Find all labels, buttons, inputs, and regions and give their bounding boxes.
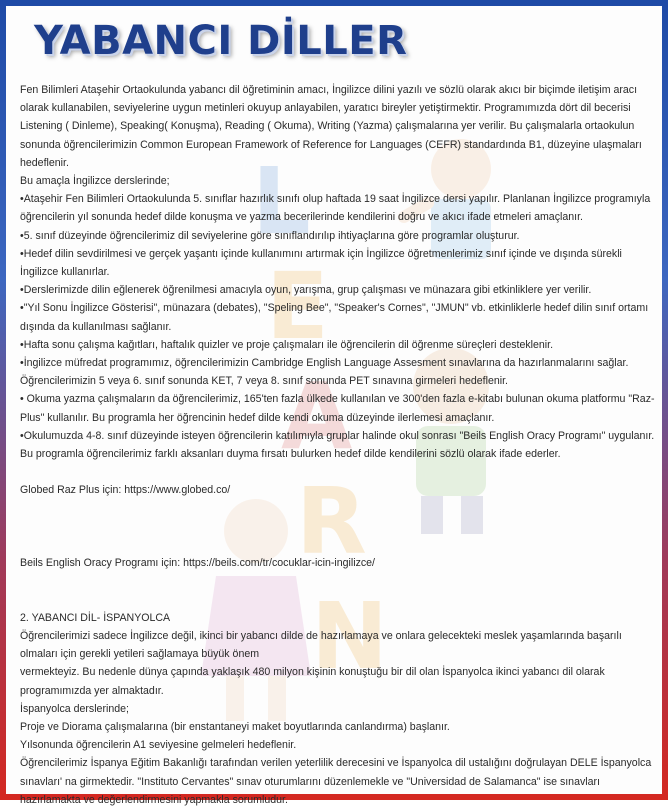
paragraph: Globed Raz Plus için: https://www.globed.co/ xyxy=(20,484,231,497)
paragraph: Öğrencilerimizi sadece İngilizce değil, ikinci bir yabancı dilde de hazırlamaya ve onlara gelecekteki meslek yaşamlarında başarılı olmaları için gerekli yetileri sağlamaya büyük önem xyxy=(20,630,622,661)
paragraph: • Okuma yazma çalışmaların da öğrencilerimiz, 165'ten fazla ülkede kullanılan ve 300'den fazla e-kitabı bulunan okuma platformu "Raz-Plus" kullanılır. Bu programla her öğrencinin hedef dilde kendi okuma düzeyinde ilerlemesi amaçlanır. xyxy=(20,393,655,424)
paragraph: •"Yıl Sonu İngilizce Gösterisi", münazara (debates), "Speling Bee", "Speaker's Cornes", "JMUN" vb. etkinliklerle hedef dilin sınıf ortamı dışında da kullanılması sağlanır. xyxy=(20,302,649,333)
paragraph: Yılsonunda öğrencilerin A1 seviyesine gelmeleri hedeflenir. xyxy=(20,739,297,752)
watermark-letter: E xyxy=(266,253,329,360)
paragraph: Fen Bilimleri Ataşehir Ortaokulunda yabancı dil öğretiminin amacı, İngilizce dilini yazılı ve sözlü olarak akıcı bir biçimde iletişim aracı olarak kullanabilen, seviyelerine uygun metinleri okuyup anlayabilen, yaratıcı bireyler yetiştirmektir. Programımızda dört dil becerisi Listening ( Dinleme), Speaking( Konuşma), Reading ( Okuma), Writing (Yazma) çalışmalarına yer verilir. Bu çalışmalarla ortaokulun sonunda öğrencilerimizin Common European Framework of Reference for Languages (CEFR) standardında B1, düzeyine ulaşmaları hedeflenir. xyxy=(20,84,642,169)
paragraph: Proje ve Diorama çalışmalarına (bir enstantaneyi maket boyutlarında canlandırma) başlanır. xyxy=(20,721,450,734)
paragraph: •Okulumuzda 4-8. sınıf düzeyinde isteyen öğrencilerin katılımıyla gruplar halinde okul sonrası "Beils English Oracy Programı" uygulanır. Bu programla öğrencilerimiz farklı aksanları duyma fırsatı bulurken hedef dilde kendilerini sözlü olarak ifade ederler. xyxy=(20,429,655,461)
blank-line xyxy=(20,518,660,536)
page-panel xyxy=(6,6,662,806)
paragraph: 2. YABANCI DİL- İSPANYOLCA xyxy=(20,611,171,624)
blank-line xyxy=(20,591,660,609)
paragraph: vermekteyiz. Bu nedenle dünya çapında yaklaşık 480 milyon kişinin konuştuğu bir dil olan İspanyolca ikinci yabancı dil olarak programımızda yer almaktadır. xyxy=(20,666,605,697)
paragraph: •Hedef dilin sevdirilmesi ve gerçek yaşantı içinde kullanımını artırmak için İngilizce öğretmenlerimiz sınıf içinde ve dışında sürekli İngilizce kullanırlar. xyxy=(20,247,622,279)
watermark-letter: L xyxy=(252,148,311,255)
paragraph: •Derslerimizde dilin eğlenerek öğrenilmesi amacıyla oyun, yarışma, grup çalışması ve münazara gibi etkinliklere yer verilir. xyxy=(20,284,592,297)
paragraph: •İngilizce müfredat programımız, öğrencilerimizin Cambridge English Language Assesment sınavlarına da hazırlanmalarını sağlar. Öğrencilerimizin 5 veya 6. sınıf sonunda KET, 7 veya 8. sınıf sonunda PET sınavına girmeleri hedeflenir. xyxy=(20,357,629,388)
paragraph: Bu amaçla İngilizce derslerinde; xyxy=(20,175,170,188)
blank-line xyxy=(20,536,660,554)
page-title: YABANCI DİLLER xyxy=(34,18,408,64)
paragraph: Beils English Oracy Programı için: https://beils.com/tr/cocuklar-icin-ingilizce/ xyxy=(20,557,376,570)
paragraph: •Hafta sonu çalışma kağıtları, haftalık quizler ve proje çalışmaları ile öğrencilerin dil öğrenme süreçleri desteklenir. xyxy=(20,338,554,351)
blank-line xyxy=(20,463,660,481)
paragraph: İspanyolca derslerinde; xyxy=(20,702,129,715)
watermark-letter: A xyxy=(281,363,353,470)
content-body xyxy=(20,81,660,809)
paragraph: •5. sınıf düzeyinde öğrencilerimiz dil seviyelerine göre sınıflandırılıp ihtiyaçlarına göre programlar oluşturur. xyxy=(20,229,520,242)
paragraph: Öğrencilerimiz İspanya Eğitim Bakanlığı tarafından verilen yeterlilik derecesini ve İspanyolca dil ustalığını doğrulayan DELE İspanyolca sınavları' na girmektedir. "Instituto Cervantes" sınav oturumlarını düzenlemekle ve "Universidad de Salamanca" ise sınavları hazırlamakta ve değerlendirmesini yapmakla sorumludur. xyxy=(20,757,652,806)
blank-line xyxy=(20,572,660,590)
paragraph: •Ataşehir Fen Bilimleri Ortaokulunda 5. sınıflar hazırlık sınıfı olup haftada 19 saat İngilizce dersi yapılır. Planlanan İngilizce programıyla öğrencilerin yıl sonunda hedef dilde konuşma ve yazma becerilerinde kendilerini doğru ve akıcı ifade etmeleri amaçlanır. xyxy=(20,193,651,224)
watermark-letter: R xyxy=(296,468,367,575)
blank-line xyxy=(20,500,660,518)
watermark-letter: N xyxy=(311,583,388,690)
